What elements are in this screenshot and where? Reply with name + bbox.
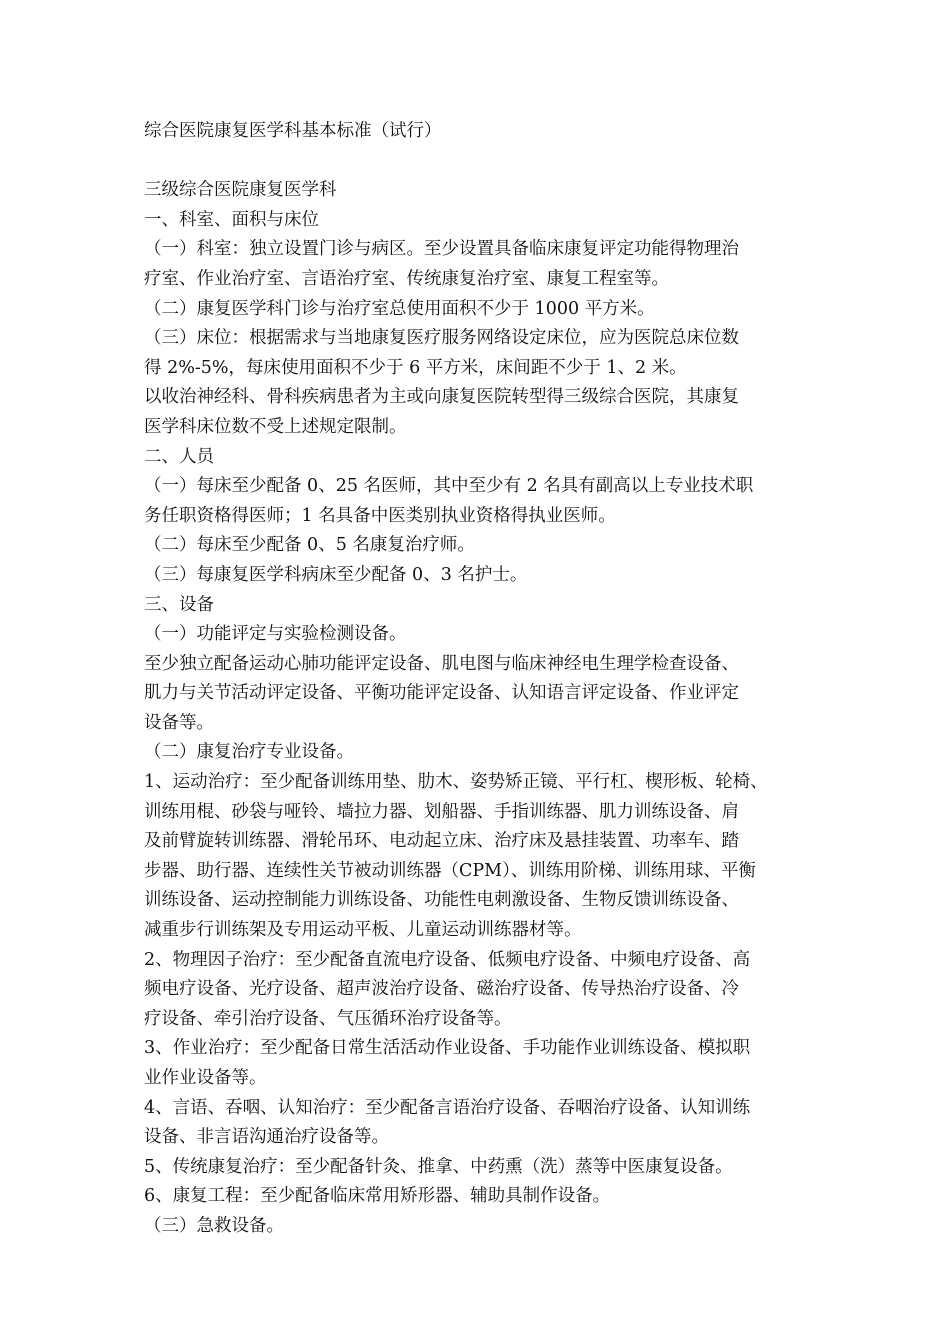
paragraph-line: 设备、非言语沟通治疗设备等。	[144, 1127, 389, 1148]
paragraph-line: （一）功能评定与实验检测设备。	[144, 624, 407, 645]
paragraph-line: （三）急救设备。	[144, 1215, 284, 1236]
paragraph-line: 5、传统康复治疗：至少配备针灸、推拿、中药熏（洗）蒸等中医康复设备。	[144, 1156, 733, 1177]
paragraph-line: 得 2%-5%，每床使用面积不少于 6 平方米，床间距不少于 1、2 米。	[144, 357, 687, 378]
paragraph-line: 频电疗设备、光疗设备、超声波治疗设备、磁治疗设备、传导热治疗设备、冷	[144, 979, 739, 1000]
paragraph-line: （三）床位：根据需求与当地康复医疗服务网络设定床位，应为医院总床位数	[144, 328, 739, 349]
paragraph-line: 设备等。	[144, 712, 214, 733]
paragraph-line: 务任职资格得医师；1 名具备中医类别执业资格得执业医师。	[144, 505, 616, 526]
paragraph-line: （三）每康复医学科病床至少配备 0、3 名护士。	[144, 564, 528, 585]
paragraph-line: 及前臂旋转训练器、滑轮吊环、电动起立床、治疗床及悬挂装置、功率车、踏	[144, 831, 739, 852]
paragraph-line: 6、康复工程：至少配备临床常用矫形器、辅助具制作设备。	[144, 1186, 611, 1207]
paragraph-line: （一）每床至少配备 0、25 名医师，其中至少有 2 名具有副高以上专业技术职	[144, 476, 754, 497]
paragraph-line: 疗室、作业治疗室、言语治疗室、传统康复治疗室、康复工程室等。	[144, 268, 669, 289]
paragraph-line: 4、言语、吞咽、认知治疗：至少配备言语治疗设备、吞咽治疗设备、认知训练	[144, 1097, 751, 1118]
paragraph-line: 疗设备、牵引治疗设备、气压循环治疗设备等。	[144, 1008, 512, 1029]
paragraph-line: 至少独立配备运动心肺功能评定设备、肌电图与临床神经电生理学检查设备、	[144, 653, 739, 674]
paragraph-line: （二）每床至少配备 0、5 名康复治疗师。	[144, 535, 475, 556]
paragraph-line: 以收治神经科、骨科疾病患者为主或向康复医院转型得三级综合医院，其康复	[144, 387, 739, 408]
document-body	[144, 117, 824, 1242]
paragraph-line: 3、作业治疗：至少配备日常生活活动作业设备、手功能作业训练设备、模拟职	[144, 1038, 751, 1059]
section-heading: 一、科室、面积与床位	[144, 209, 319, 230]
paragraph-line: （一）科室：独立设置门诊与病区。至少设置具备临床康复评定功能得物理治	[144, 239, 739, 260]
section-heading: 三级综合医院康复医学科	[144, 180, 337, 201]
paragraph-line: 训练用棍、砂袋与哑铃、墙拉力器、划船器、手指训练器、肌力训练设备、肩	[144, 801, 739, 822]
paragraph-line: （二）康复治疗专业设备。	[144, 742, 354, 763]
paragraph-line: （二）康复医学科门诊与治疗室总使用面积不少于 1000 平方米。	[144, 298, 655, 319]
paragraph-line: 肌力与关节活动评定设备、平衡功能评定设备、认知语言评定设备、作业评定	[144, 683, 739, 704]
section-heading: 二、人员	[144, 446, 214, 467]
document-title: 综合医院康复医学科基本标准（试行）	[144, 121, 442, 141]
paragraph-line: 训练设备、运动控制能力训练设备、功能性电刺激设备、生物反馈训练设备、	[144, 890, 739, 911]
paragraph-line: 步器、助行器、连续性关节被动训练器（CPM）、训练用阶梯、训练用球、平衡	[144, 860, 756, 881]
paragraph-line: 1、运动治疗：至少配备训练用垫、肋木、姿势矫正镜、平行杠、楔形板、轮椅、	[144, 772, 768, 793]
paragraph-line: 2、物理因子治疗：至少配备直流电疗设备、低频电疗设备、中频电疗设备、高	[144, 949, 751, 970]
section-heading: 三、设备	[144, 594, 214, 615]
paragraph-line: 减重步行训练架及专用运动平板、儿童运动训练器材等。	[144, 920, 582, 941]
paragraph-line: 医学科床位数不受上述规定限制。	[144, 416, 407, 437]
paragraph-line: 业作业设备等。	[144, 1068, 267, 1088]
